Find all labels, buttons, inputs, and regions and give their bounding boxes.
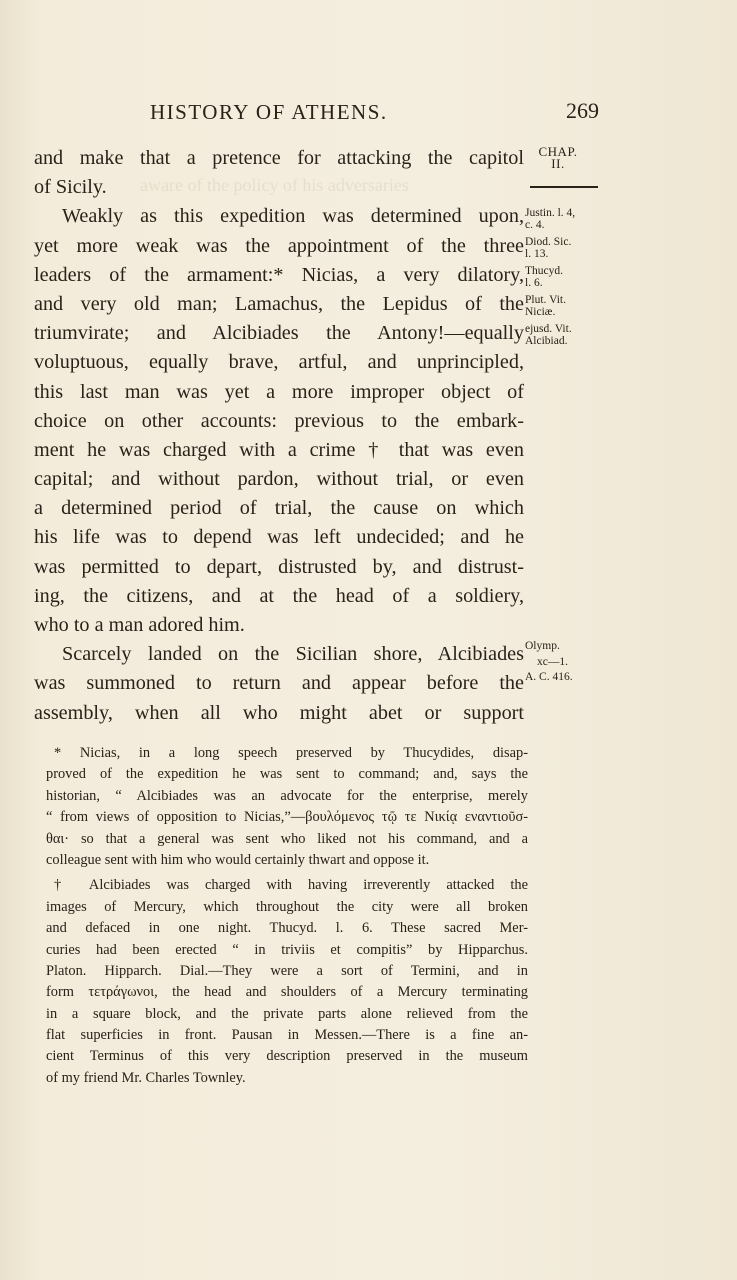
chapter-rule: [530, 186, 598, 188]
text-line: of Sicily.: [34, 176, 107, 199]
margin-ref: l. 6.: [525, 277, 543, 289]
page-number: 269: [566, 98, 599, 123]
chapter-number: II.: [551, 156, 565, 171]
footnotes: [46, 743, 528, 1089]
text-line: ment he was charged with a crime † that was even: [34, 438, 524, 461]
running-head-title: HISTORY OF ATHENS.: [150, 100, 388, 124]
footnote-line: Platon. Hipparch. Dial.—They were a sort of Termini, and in: [46, 962, 528, 979]
text-line: choice on other accounts: previous to the embark-: [34, 409, 524, 432]
footnote-line: “ from views of opposition to Nicias,”—βουλόμενος τῷ τε Νικίᾳ εναντιοῦσ-: [46, 809, 528, 826]
footnote-line: θαι· so that a general was sent who liked not his command, and a: [46, 830, 528, 847]
margin-ref: Plut. Vit.: [525, 294, 566, 306]
chapter-label: CHAP.: [538, 144, 578, 159]
footnote-line: and defaced in one night. Thucyd. l. 6. These sacred Mer-: [46, 920, 528, 937]
footnote-line: * Nicias, in a long speech preserved by Thucydides, disap-: [54, 745, 528, 761]
footnote-line: curies had been erected “ in triviis et compitis” by Hipparchus.: [46, 941, 528, 958]
text-line: and very old man; Lamachus, the Lepidus of the: [34, 292, 524, 315]
text-line: capital; and without pardon, without trial, or even: [34, 468, 524, 491]
bleed-through-text: aware of the policy of his adversaries: [140, 175, 409, 195]
body-text: [34, 144, 524, 728]
footnote-line: in a square block, and the private parts alone relieved from the: [46, 1005, 528, 1022]
text-line: who to a man adored him.: [34, 614, 245, 636]
olympiad-number: xc—1.: [537, 656, 568, 668]
footnote-line: cient Terminus of this very description preserved in the museum: [46, 1048, 528, 1065]
text-line: assembly, when all who might abet or support: [34, 701, 524, 724]
margin-ref: ejusd. Vit.: [525, 323, 572, 335]
margin-ref: c. 4.: [525, 219, 545, 231]
text-line: and make that a pretence for attacking the capitol: [34, 147, 524, 169]
text-line: yet more weak was the appointment of the three: [34, 234, 524, 257]
text-line: voluptuous, equally brave, artful, and unprincipled,: [34, 351, 524, 374]
text-line: triumvirate; and Alcibiades the Antony!—equally: [34, 322, 524, 345]
text-line: was summoned to return and appear before the: [34, 672, 524, 695]
margin-ref: Justin. l. 4,: [525, 207, 576, 219]
footnote-line: of my friend Mr. Charles Townley.: [46, 1069, 246, 1086]
text-line: leaders of the armament:* Nicias, a very dilatory,: [34, 263, 524, 286]
text-line: was permitted to depart, distrusted by, and distrust-: [34, 555, 524, 578]
footnote-line: form τετράγωνοι, the head and shoulders of a Mercury terminating: [46, 984, 528, 1001]
margin-ref: l. 13.: [525, 248, 549, 260]
footnote-line: images of Mercury, which throughout the city were all broken: [46, 898, 528, 915]
footnote-line: flat superficies in front. Pausan in Messen.—There is a fine an-: [46, 1027, 528, 1044]
text-line: Weakly as this expedition was determined upon,: [62, 205, 524, 228]
footnote-line: historian, “ Alcibiades was an advocate for the enterprise, merely: [46, 787, 528, 804]
text-line: ing, the citizens, and at the head of a soldiery,: [34, 584, 524, 607]
footnote-line: colleague sent with him who would certainly thwart and oppose it.: [46, 851, 430, 868]
margin-ref: Thucyd.: [525, 265, 564, 277]
olympiad-label: Olymp.: [525, 640, 560, 652]
anno-christi: A. C. 416.: [525, 671, 573, 683]
text-line: a determined period of trial, the cause on which: [34, 497, 524, 520]
text-line: his life was to depend was left undecided; and he: [34, 526, 524, 549]
text-line: Scarcely landed on the Sicilian shore, Alcibiades: [62, 643, 524, 666]
footnote-line: proved of the expedition he was sent to command; and, says the: [46, 766, 528, 783]
margin-ref: Diod. Sic.: [525, 236, 572, 248]
margin-ref: Alcibiad.: [525, 335, 568, 347]
footnote-line: † Alcibiades was charged with having irreverently attacked the: [54, 877, 528, 894]
margin-ref: Niciæ.: [525, 306, 556, 318]
text-line: this last man was yet a more improper object of: [34, 380, 524, 403]
